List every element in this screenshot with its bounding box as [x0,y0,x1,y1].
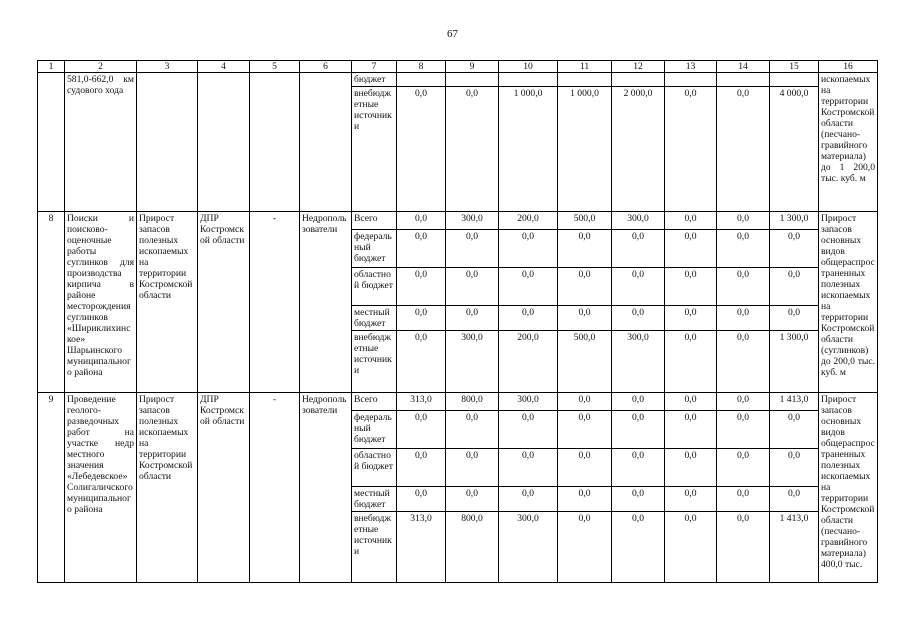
amount-cell: 0,0 [612,449,665,487]
funding-source: федеральный бюджет [352,230,397,268]
column-5-value: - [250,212,300,393]
amount-cell: 1 413,0 [770,393,819,411]
amount-cell: 0,0 [612,230,665,268]
amount-cell: 0,0 [558,487,612,512]
amount-cell: 0,0 [717,393,770,411]
amount-cell: 0,0 [446,449,499,487]
column-header: 8 [397,61,446,73]
amount-cell [717,73,770,87]
amount-cell: 300,0 [499,393,558,411]
amount-cell: 0,0 [446,268,499,306]
amount-cell: 0,0 [397,230,446,268]
amount-cell: 0,0 [665,331,717,393]
program-table [37,60,878,583]
column-header: 5 [250,61,300,73]
amount-cell: 0,0 [612,512,665,583]
amount-cell: 0,0 [665,230,717,268]
amount-cell: 1 300,0 [770,212,819,230]
measure-result: Прирост запасов полезных ископаемых на территории Костромской области [137,212,198,393]
column-header: 13 [665,61,717,73]
column-header: 11 [558,61,612,73]
cell-result [137,73,198,212]
page-number: 67 [447,28,458,40]
amount-cell: 0,0 [717,268,770,306]
amount-cell: 0,0 [446,87,499,212]
amount-cell: 0,0 [499,230,558,268]
amount-cell: 0,0 [558,393,612,411]
amount-cell: 0,0 [770,306,819,331]
funding-source: внебюджетные источники [352,87,397,212]
amount-cell: 0,0 [499,487,558,512]
amount-cell: 0,0 [499,306,558,331]
amount-cell: 0,0 [717,411,770,449]
funding-source: Всего [352,212,397,230]
amount-cell: 0,0 [558,268,612,306]
amount-cell: 0,0 [397,268,446,306]
column-header: 4 [198,61,250,73]
table-row [38,393,878,411]
expected-result: Прирост запасов основных видов общераспространенных полезных ископаемых на территории Костромской области (песчано-гравийного материала) 400,0 тыс. [819,393,878,583]
cell-col5 [250,73,300,212]
amount-cell: 0,0 [397,449,446,487]
amount-cell: 300,0 [446,212,499,230]
amount-cell: 0,0 [446,487,499,512]
participants: Недропользователи [300,393,352,583]
amount-cell: 2 000,0 [612,87,665,212]
column-header: 7 [352,61,397,73]
amount-cell [558,73,612,87]
amount-cell: 0,0 [558,230,612,268]
column-header: 2 [65,61,137,73]
amount-cell: 0,0 [446,411,499,449]
cell-col6 [300,73,352,212]
amount-cell: 800,0 [446,393,499,411]
funding-source: бюджет [352,73,397,87]
amount-cell: 0,0 [612,411,665,449]
amount-cell: 1 000,0 [558,87,612,212]
amount-cell: 0,0 [717,306,770,331]
amount-cell: 0,0 [397,331,446,393]
column-header: 15 [770,61,819,73]
amount-cell [770,73,819,87]
amount-cell: 0,0 [665,306,717,331]
amount-cell: 1 000,0 [499,87,558,212]
amount-cell: 0,0 [665,393,717,411]
participants: Недропользователи [300,212,352,393]
executor: ДПР Костромской области [198,393,250,583]
amount-cell: 0,0 [397,87,446,212]
amount-cell: 0,0 [665,449,717,487]
table-row [38,212,878,230]
column-header: 14 [717,61,770,73]
amount-cell [612,73,665,87]
funding-source: местный бюджет [352,487,397,512]
column-header: 3 [137,61,198,73]
expected-result: ископаемых на территории Костромской области (песчано-гравийного материала) до 1 200,0 тыс. куб. м [819,73,878,212]
amount-cell: 0,0 [717,230,770,268]
amount-cell: 0,0 [770,411,819,449]
amount-cell: 0,0 [397,411,446,449]
amount-cell [665,73,717,87]
funding-source: внебюджетные источники [352,512,397,583]
amount-cell: 200,0 [499,331,558,393]
column-header: 6 [300,61,352,73]
amount-cell: 0,0 [665,268,717,306]
amount-cell: 0,0 [770,449,819,487]
funding-source: внебюджетные источники [352,331,397,393]
amount-cell: 0,0 [665,487,717,512]
funding-source: Всего [352,393,397,411]
amount-cell: 1 413,0 [770,512,819,583]
column-header: 12 [612,61,665,73]
amount-cell: 0,0 [558,411,612,449]
cell-executor [198,73,250,212]
row-number: 8 [38,212,65,393]
amount-cell: 0,0 [665,87,717,212]
amount-cell: 0,0 [612,393,665,411]
amount-cell: 300,0 [612,212,665,230]
amount-cell: 0,0 [397,487,446,512]
amount-cell: 0,0 [612,268,665,306]
measure-result: Прирост запасов полезных ископаемых на территории Костромской области [137,393,198,583]
amount-cell: 0,0 [499,449,558,487]
amount-cell: 500,0 [558,331,612,393]
column-header: 10 [499,61,558,73]
funding-source: местный бюджет [352,306,397,331]
amount-cell: 300,0 [612,331,665,393]
amount-cell: 800,0 [446,512,499,583]
amount-cell [397,73,446,87]
amount-cell: 0,0 [665,512,717,583]
row-number [38,73,65,212]
amount-cell: 0,0 [665,212,717,230]
column-header: 16 [819,61,878,73]
expected-result: Прирост запасов основных видов общераспространенных полезных ископаемых на территории Костромской области (суглинков) до 200,0 тыс. куб. м [819,212,878,393]
amount-cell: 0,0 [717,331,770,393]
amount-cell: 0,0 [717,449,770,487]
amount-cell: 0,0 [717,212,770,230]
amount-cell [499,73,558,87]
amount-cell: 313,0 [397,393,446,411]
amount-cell: 0,0 [397,306,446,331]
measure-name: Проведение геолого-разведочных работ на участке недр местного значения «Лебедевское» Солигаличского муниципального района [65,393,137,583]
amount-cell: 200,0 [499,212,558,230]
amount-cell: 0,0 [558,512,612,583]
amount-cell: 0,0 [717,512,770,583]
column-header: 1 [38,61,65,73]
measure-name: 581,0-662,0 км судового хода [65,73,137,212]
measure-name: Поиски и поисково-оценочные работы суглинков для производства кирпича в районе месторождения суглинков «Шириклихинское» Шарьинского муниципального района [65,212,137,393]
amount-cell: 0,0 [446,306,499,331]
amount-cell: 0,0 [717,87,770,212]
funding-source: федеральный бюджет [352,411,397,449]
amount-cell: 0,0 [770,487,819,512]
funding-source: областной бюджет [352,268,397,306]
executor: ДПР Костромской области [198,212,250,393]
amount-cell: 0,0 [558,449,612,487]
amount-cell [446,73,499,87]
amount-cell: 500,0 [558,212,612,230]
amount-cell: 0,0 [665,411,717,449]
amount-cell: 0,0 [612,487,665,512]
amount-cell: 0,0 [499,268,558,306]
amount-cell: 300,0 [499,512,558,583]
amount-cell: 1 300,0 [770,331,819,393]
amount-cell: 300,0 [446,331,499,393]
amount-cell: 0,0 [770,230,819,268]
funding-source: областной бюджет [352,449,397,487]
amount-cell: 0,0 [717,487,770,512]
amount-cell: 313,0 [397,512,446,583]
column-header: 9 [446,61,499,73]
amount-cell: 0,0 [612,306,665,331]
table-row [38,73,878,87]
amount-cell: 0,0 [558,306,612,331]
column-5-value: - [250,393,300,583]
amount-cell: 0,0 [499,411,558,449]
amount-cell: 0,0 [770,268,819,306]
header-row [38,61,878,73]
amount-cell: 4 000,0 [770,87,819,212]
amount-cell: 0,0 [397,212,446,230]
row-number: 9 [38,393,65,583]
amount-cell: 0,0 [446,230,499,268]
